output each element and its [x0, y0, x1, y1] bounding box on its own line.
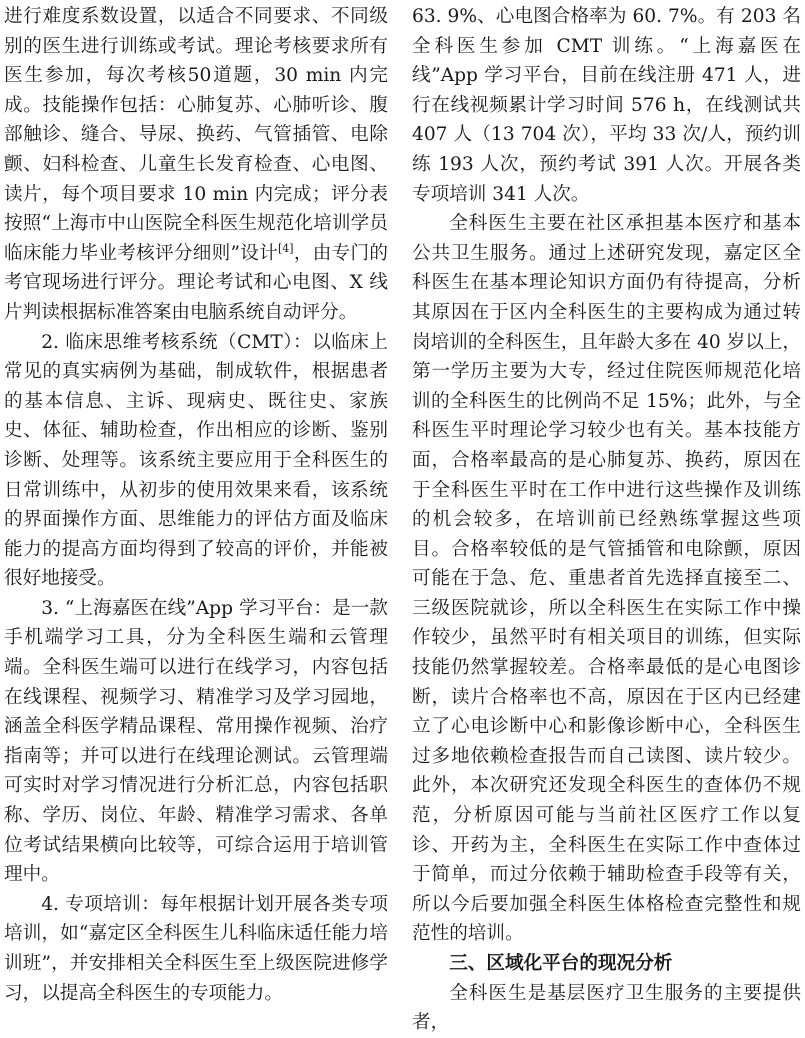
right-column	[412, 2, 801, 1038]
left-column	[4, 2, 388, 1008]
right-paragraph-1: 63. 9%、心电图合格率为 60. 7%。有 203 名全科医生参加 CMT 训练。“上海嘉医在线”App 学习平台，目前在线注册 471 人，进行在线视频累计学习时间 576 h，在线测试共 407 人（13 704 次），平均 33 次/人，预约训练 193 人次，预约考试 391 人次。开展各类专项培训 341 人次。	[412, 6, 801, 205]
right-paragraph-3: 全科医生是基层医疗卫生服务的主要提供者，	[412, 982, 801, 1034]
right-paragraph-analysis: 全科医生主要在社区承担基本医疗和基本公共卫生服务。通过上述研究发现，嘉定区全科医生在基本理论知识方面仍有待提高，分析其原因在于区内全科医生的主要构成为通过转岗培训的全科医生，且年龄大多在 40 岁以上，第一学历主要为大专，经过住院医师规范化培训的全科医生的比例尚不足 15%；此外，与全科医生平时理论学习较少也有关。基本技能方面，合格率最高的是心肺复苏、换药，原因在于全科医生平时在工作中进行这些操作及训练的机会较多，在培训前已经熟练掌握这些项目。合格率较低的是气管插管和电除颤，原因可能在于急、危、重患者首先选择直接至二、三级医院就诊，所以全科医生在实际工作中操作较少，虽然平时有相关项目的训练，但实际技能仍然掌握较差。合格率最低的是心电图诊断，读片合格率也不高，原因在于区内已经建立了心电诊断中心和影像诊断中心，全科医生过多地依赖检查报告而自己读图、读片较少。此外，本次研究还发现全科医生的查体仍不规范，分析原因可能与当前社区医疗工作以复诊、开药为主，全科医生在实际工作中查体过于简单，而过分依赖于辅助检查手段等有关，所以今后要加强全科医生体格检查完整性和规范性的培训。	[412, 213, 801, 945]
left-paragraph-1	[4, 2, 388, 328]
section-heading: 三、区域化平台的现况分析	[449, 953, 673, 974]
left-paragraph-cmt: 2. 临床思维考核系统（CMT）：以临床上常见的真实病例为基础，制成软件，根据患者的基本信息、主诉、现病史、既往史、家族史、体征、辅助检查，作出相应的诊断、鉴别诊断、处理等。该系统主要应用于全科医生的日常训练中，从初步的使用效果来看，该系统的界面操作方面、思维能力的评估方面及临床能力的提高方面均得到了较高的评价，并能被很好地接受。	[4, 331, 388, 590]
citation-4: [4]	[278, 241, 294, 255]
left-paragraph-app-platform: 3. “上海嘉医在线”App 学习平台：是一款手机端学习工具，分为全科医生端和云管理端。全科医生端可以进行在线学习，内容包括在线课程、视频学习、精准学习及学习园地，涵盖全科医学精品课程、常用操作视频、治疗指南等；并可以进行在线理论测试。云管理端可实时对学习情况进行分析汇总，内容包括职称、学历、岗位、年龄、精准学习需求、各单位考试结果横向比较等，可综合运用于培训管理中。	[4, 597, 388, 886]
left-paragraph-1-text: 进行难度系数设置，以适合不同要求、不同级别的医生进行训练或考试。理论考核要求所有医生参加，每次考核50道题，30 min 内完成。技能操作包括：心肺复苏、心肺听诊、腹部触诊、缝合、导尿、换药、气管插管、电除颤、妇科检查、儿童生长发育检查、心电图、读片，每个项目要求 10 min 内完成；评分表按照“上海市中山医院全科医生规范化培训学员临床能力毕业考核评分细则”设计	[4, 6, 388, 264]
left-paragraph-special-training: 4. 专项培训：每年根据计划开展各类专项培训，如“嘉定区全科医生儿科临床适任能力培训班”，并安排相关全科医生至上级医院进修学习，以提高全科医生的专项能力。	[4, 893, 388, 1004]
left-paragraph-1-tail: ，由专门的考官现场进行评分。理论考试和心电图、X 线片判读根据标准答案由电脑系统自动评分。	[4, 242, 388, 323]
